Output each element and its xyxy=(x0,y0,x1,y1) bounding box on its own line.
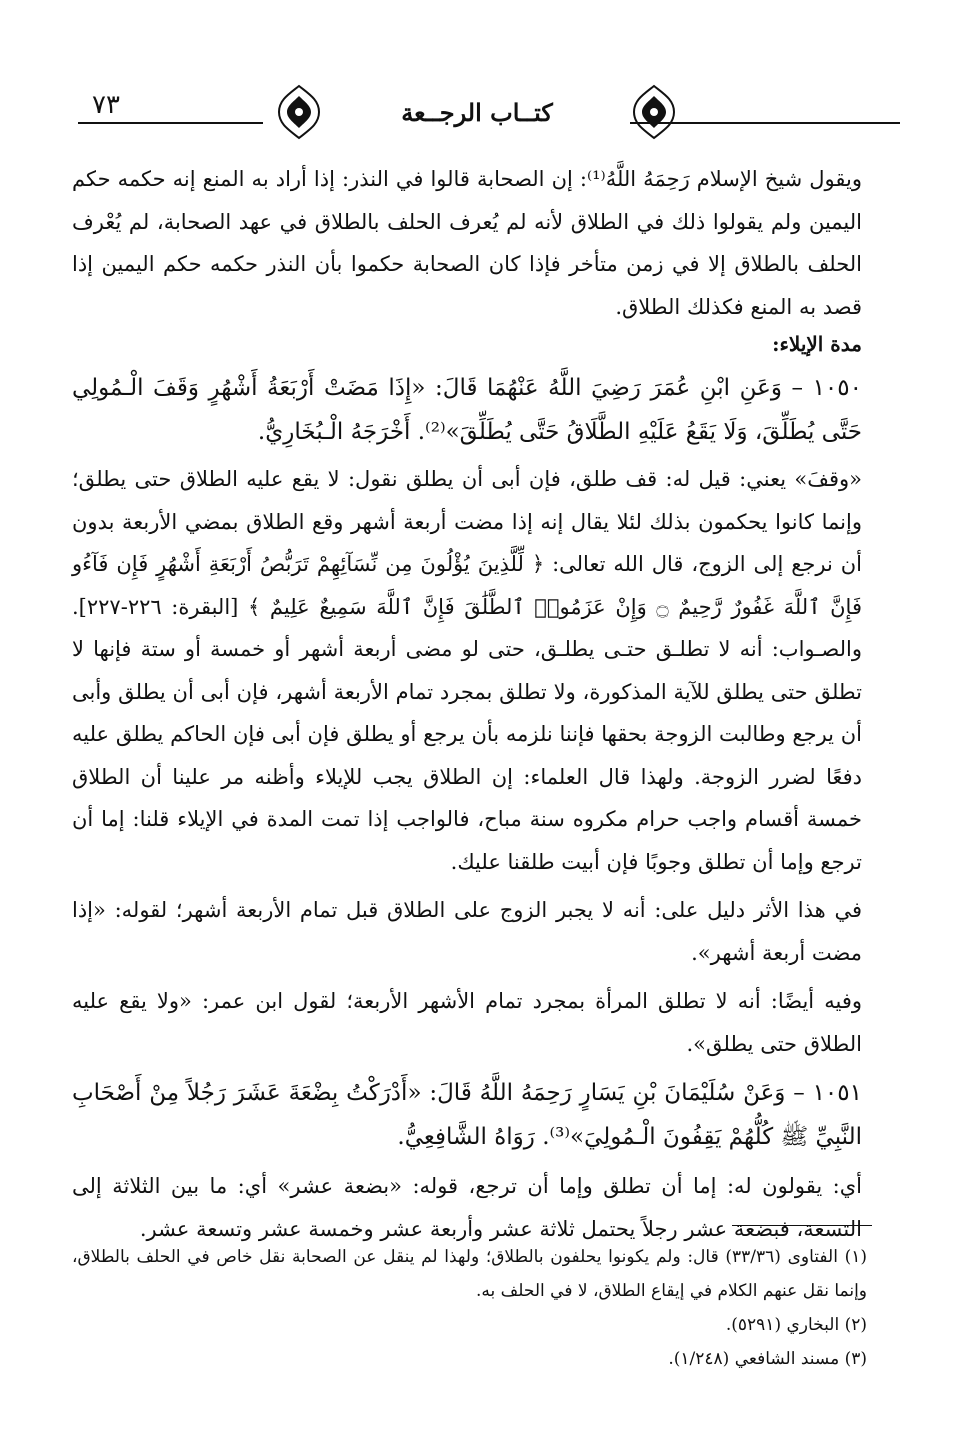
footnotes xyxy=(72,1240,867,1376)
page-header xyxy=(70,82,920,152)
footnote-1: (١) الفتاوى (٣٣/٣٦) قال: ولم يكونوا يحلفون بالطلاق؛ ولهذا لم ينقل عن الصحابة نقل خاص في الحلف بالطلاق، وإنما نقل عنهم الكلام في إيقاع الطلاق، لا في الحلف به. xyxy=(72,1247,867,1301)
footnote-2: (٢) البخاري (٥٢٩١). xyxy=(725,1315,867,1335)
header-rule-left xyxy=(78,122,263,124)
section-heading: مدة الإيلاء: xyxy=(772,332,862,356)
benefit-paragraph-2: وفيه أيضًا: أنه لا تطلق المرأة بمجرد تمام الأشهر الأربعة؛ لقول ابن عمر: «ولا يقع عليه الطلاق حتى يطلق». xyxy=(72,989,862,1056)
main-text xyxy=(72,158,862,1250)
page-number: ٧٣ xyxy=(92,90,120,120)
chapter-title: كتــاب الرجــعة xyxy=(401,98,553,127)
explanation-paragraph-2: أي: يقولون له: إما أن تطلق وإما أن ترجع، قوله: «بضعة عشر» أي: ما بين الثلاثة إلى التسعة، فبضعة عشر رجلاً يحتمل ثلاثة عشر وأربعة عشر وخمسة عشر وتسعة عشر. xyxy=(72,1174,862,1241)
hadith-1050: ١٠٥٠ – وَعَنِ ابْنِ عُمَرَ رَضِيَ اللَّهُ عَنْهُمَا قَالَ: «إِذَا مَضَتْ أَرْبَعَةُ أَشْهُرٍ وَقَفَ الْـمُولِي حَتَّى يُطَلِّقَ، وَلَا يَقَعُ عَلَيْهِ الطَّلَاقُ حَتَّى يُطَلِّقَ»⁽²⁾. أَخْرَجَهُ الْـبُخَارِيُّ. xyxy=(72,375,862,445)
footnote-3: (٣) مسند الشافعي (١/٢٤٨). xyxy=(668,1349,867,1369)
intro-paragraph: ويقول شيخ الإسلام رَحِمَهُ اللَّهُ⁽¹⁾: إن الصحابة قالوا في النذر: إذا أراد به المنع إنه حكمه حكم اليمين ولم يقولوا ذلك في الطلاق لأنه لم يُعرف الحلف بالطلاق في عهد الصحابة، لم يُعْرف الحلف بالطلاق إلا في زمن متأخر فإذا كان الصحابة حكموا بأن النذر حكمه حكم اليمين إذا قصد به المنع فكذلك الطلاق. xyxy=(72,167,862,319)
left-ornament-icon xyxy=(275,82,323,142)
hadith-1051: ١٠٥١ – وَعَنْ سُلَيْمَانَ بْنِ يَسَارٍ رَحِمَهُ اللَّهُ قَالَ: «أَدْرَكْتُ بِضْعَةَ عَشَرَ رَجُلاً مِنْ أَصْحَابِ النَّبِيِّ ﷺ كُلُّهُمْ يَقِفُونَ الْـمُولِيَ»⁽³⁾. رَوَاهُ الشَّافِعِيُّ. xyxy=(72,1080,862,1150)
footnote-separator xyxy=(732,1225,872,1226)
explanation-paragraph-1: «وقفَ» يعني: قيل له: قف طلق، فإن أبى أن يطلق نقول: لا يقع عليه الطلاق حتى يطلق؛ وإنما كانوا يحكمون بذلك لئلا يقال إنه إذا مضت أربعة أشهر وقع الطلاق بمضي الأربعة بدون أن نرجع إلى الزوج، قال الله تعالى: ﴿ لِّلَّذِينَ يُؤْلُونَ مِن نِّسَآئِهِمْ تَرَبُّصُ أَرْبَعَةِ أَشْهُرٍ فَإِن فَآءُو فَإِنَّ ٱللَّهَ غَفُورٌ رَّحِيمٌ ۝ وَإِنْ عَزَمُوا۟ ٱلطَّلَٰقَ فَإِنَّ ٱللَّهَ سَمِيعٌ عَلِيمٌ ﴾ [البقرة: ٢٢٦-٢٢٧]. والصـواب: أنه لا تطلـق حتـى يطلـق، حتى لو مضى أربعة أشهر أو خمسة أو ستة فإنها لا تطلق حتى يطلق للآية المذكورة، ولا تطلق بمجرد تمام الأربعة أشهر، فإن أبى أن يطلق وأبى أن يرجع وطالبت الزوجة بحقها فإننا نلزمه بأن يرجع أو يطلق فإن أبى فإن الحاكم يطلق عليه دفعًا لضرر الزوجة. ولهذا قال العلماء: إن الطلاق يجب للإيلاء وأظنه مر علينا أن الطلاق خمسة أقسام واجب حرام مكروه سنة مباح، فالواجب إذا تمت المدة في الإيلاء قلنا: إما أن ترجع وإما أن تطلق وجوبًا فإن أبيت طلقنا عليك. xyxy=(72,467,862,874)
right-ornament-icon xyxy=(630,82,678,142)
benefit-paragraph-1: في هذا الأثر دليل على: أنه لا يجبر الزوج على الطلاق قبل تمام الأربعة أشهر؛ لقوله: «إذا مضت أربعة أشهر». xyxy=(72,898,862,965)
header-rule-right xyxy=(630,122,900,124)
